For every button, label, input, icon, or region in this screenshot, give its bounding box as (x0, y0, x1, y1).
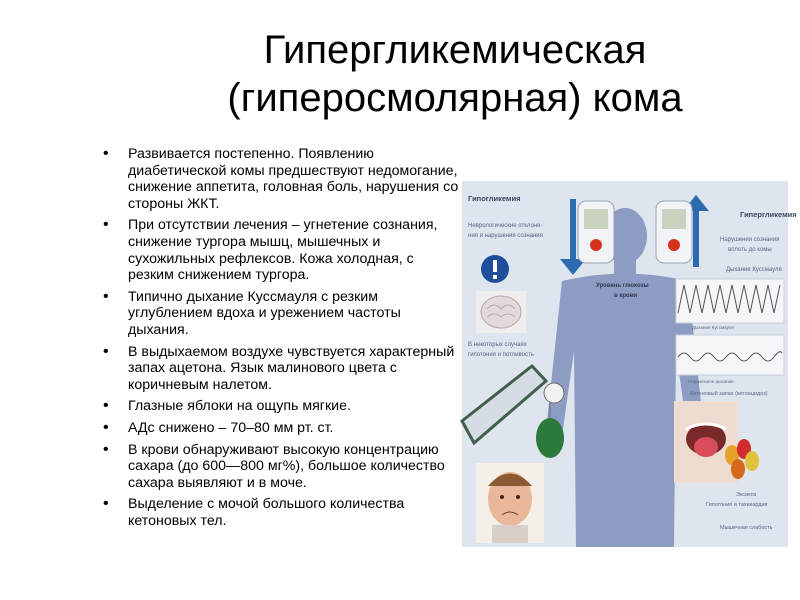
slide-title (150, 26, 760, 122)
medical-poster-photo (462, 181, 797, 547)
bullet-item: • Типично дыхание Куссмауля с резким углублением вдоха и урежением частоты дыхания. (100, 289, 460, 339)
poster-label: Нормальное дыхание (688, 379, 734, 384)
slide-title-line-2: (гиперосмолярная) кома (227, 76, 683, 120)
poster-label: Гипотония и тахикардия (706, 502, 768, 508)
mouth-tongue-illustration (674, 401, 738, 483)
poster-label: Кетоновый запах (кетоацидоз) (690, 391, 768, 397)
bullet-item: • Выделение с мочой большого количества кетоновых тел. (100, 496, 460, 529)
poster-label: гипотония и потливость (468, 352, 534, 358)
bullet-item: • В крови обнаруживают высокую концентрацию сахара (до 600—800 мг%), большое количество сахара выявляют и в моче. (100, 442, 460, 492)
poster-label: ния и нарушения сознания (468, 233, 543, 239)
brain-illustration (476, 291, 526, 333)
poster-label: вплоть до комы (728, 247, 772, 253)
bullet-item: • Развивается постепенно. Появлению диабетической комы предшествуют недомогание, снижение аппетита, головная боль, нарушения со стороны ЖКТ. (100, 146, 460, 212)
poster-label: Неврологические отклоне- (468, 223, 543, 229)
worried-face-illustration (476, 463, 544, 543)
poster-label: Дыхание Куссмауля (692, 325, 734, 330)
poster-label: Уровень глюкозы (596, 283, 649, 289)
poster-hyperglycemia-heading: Гипергликемия (740, 210, 797, 219)
glucose-meter-right (656, 201, 692, 263)
bullet-item: • АДс снижено – 70–80 мм рт. ст. (100, 420, 460, 437)
bullet-item: • Глазные яблоки на ощупь мягкие. (100, 398, 460, 415)
poster-label: в крови (614, 293, 638, 299)
poster-label: Нарушения сознания (720, 237, 780, 243)
bullet-item: • При отсутствии лечения – угнетение сознания, снижение тургора мышц, мышечных и сухожильных рефлексов. Кожа холодная, с резким снижением тургора. (100, 217, 460, 283)
warning-icon (481, 255, 509, 283)
poster-label: Мышечная слабость (720, 525, 773, 531)
glucose-meter-left (578, 201, 614, 263)
slide-title-line-1: Гипергликемическая (263, 28, 647, 72)
kussmaul-breathing-chart (676, 279, 784, 330)
poster-label: Эксикоз (736, 492, 757, 498)
poster-label: Дыхание Куссмауля (726, 267, 782, 273)
poster-hypoglycemia-heading: Гипогликемия (468, 194, 521, 203)
poster-label: В некоторых случаях (468, 342, 527, 348)
bullet-item: • В выдыхаемом воздухе чувствуется характерный запах ацетона. Язык малинового цвета с коричневым налетом. (100, 344, 460, 394)
bullet-list (100, 146, 460, 534)
